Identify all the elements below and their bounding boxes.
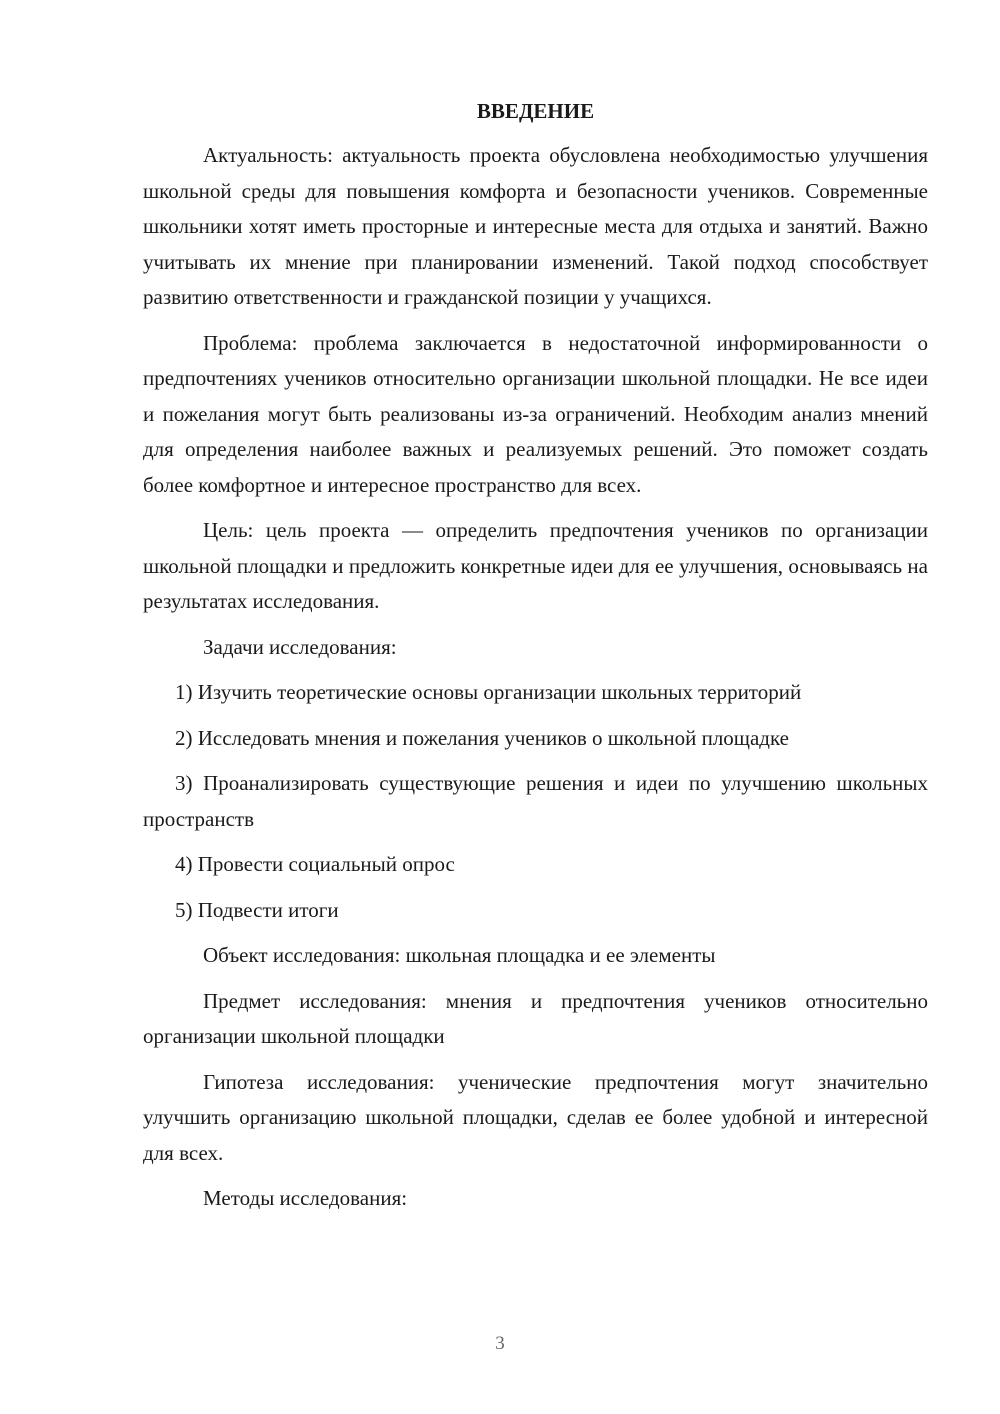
page-number: 3 xyxy=(495,1333,505,1354)
page-content xyxy=(143,96,928,1227)
problem-paragraph: Проблема: проблема заключается в недостаточной информированности о предпочтениях учеников относительно организации школьной площадки. Не все идеи и пожелания могут быть реализованы из-за ограничений. Необходим анализ мнений для определения наиболее важных и реализуемых решений. Это поможет создать более комфортное и интересное пространство для всех. xyxy=(143,330,928,497)
subject-paragraph: Предмет исследования: мнения и предпочтения учеников относительно организации школьной площадки xyxy=(143,988,928,1048)
relevance-paragraph: Актуальность: актуальность проекта обусловлена необходимостью улучшения школьной среды для повышения комфорта и безопасности учеников. Современные школьники хотят иметь просторные и интересные места для отдыха и занятий. Важно учитывать их мнение при планировании изменений. Такой подход способствует развитию ответственности и гражданской позиции у учащихся. xyxy=(143,143,928,309)
task-item-2: 2) Исследовать мнения и пожелания учеников о школьной площадке xyxy=(175,725,789,750)
page-title: ВВЕДЕНИЕ xyxy=(476,99,595,123)
task-item-1: 1) Изучить теоретические основы организации школьных территорий xyxy=(175,680,802,704)
task-item-3: 3) Проанализировать существующие решения и идеи по улучшению школьных пространств xyxy=(143,771,928,831)
tasks-heading: Задачи исследования: xyxy=(203,634,397,659)
hypothesis-paragraph: Гипотеза исследования: ученические предпочтения могут значительно улучшить организацию школьной площадки, сделав ее более удобной и интересной для всех. xyxy=(143,1069,928,1165)
methods-heading: Методы исследования: xyxy=(203,1186,408,1210)
task-item-4: 4) Провести социальный опрос xyxy=(175,852,455,876)
goal-paragraph: Цель: цель проекта — определить предпочтения учеников по организации школьной площадки и предложить конкретные идеи для ее улучшения, основываясь на результатах исследования. xyxy=(143,518,928,613)
object-paragraph: Объект исследования: школьная площадка и ее элементы xyxy=(203,943,716,967)
task-item-5: 5) Подвести итоги xyxy=(175,897,339,922)
